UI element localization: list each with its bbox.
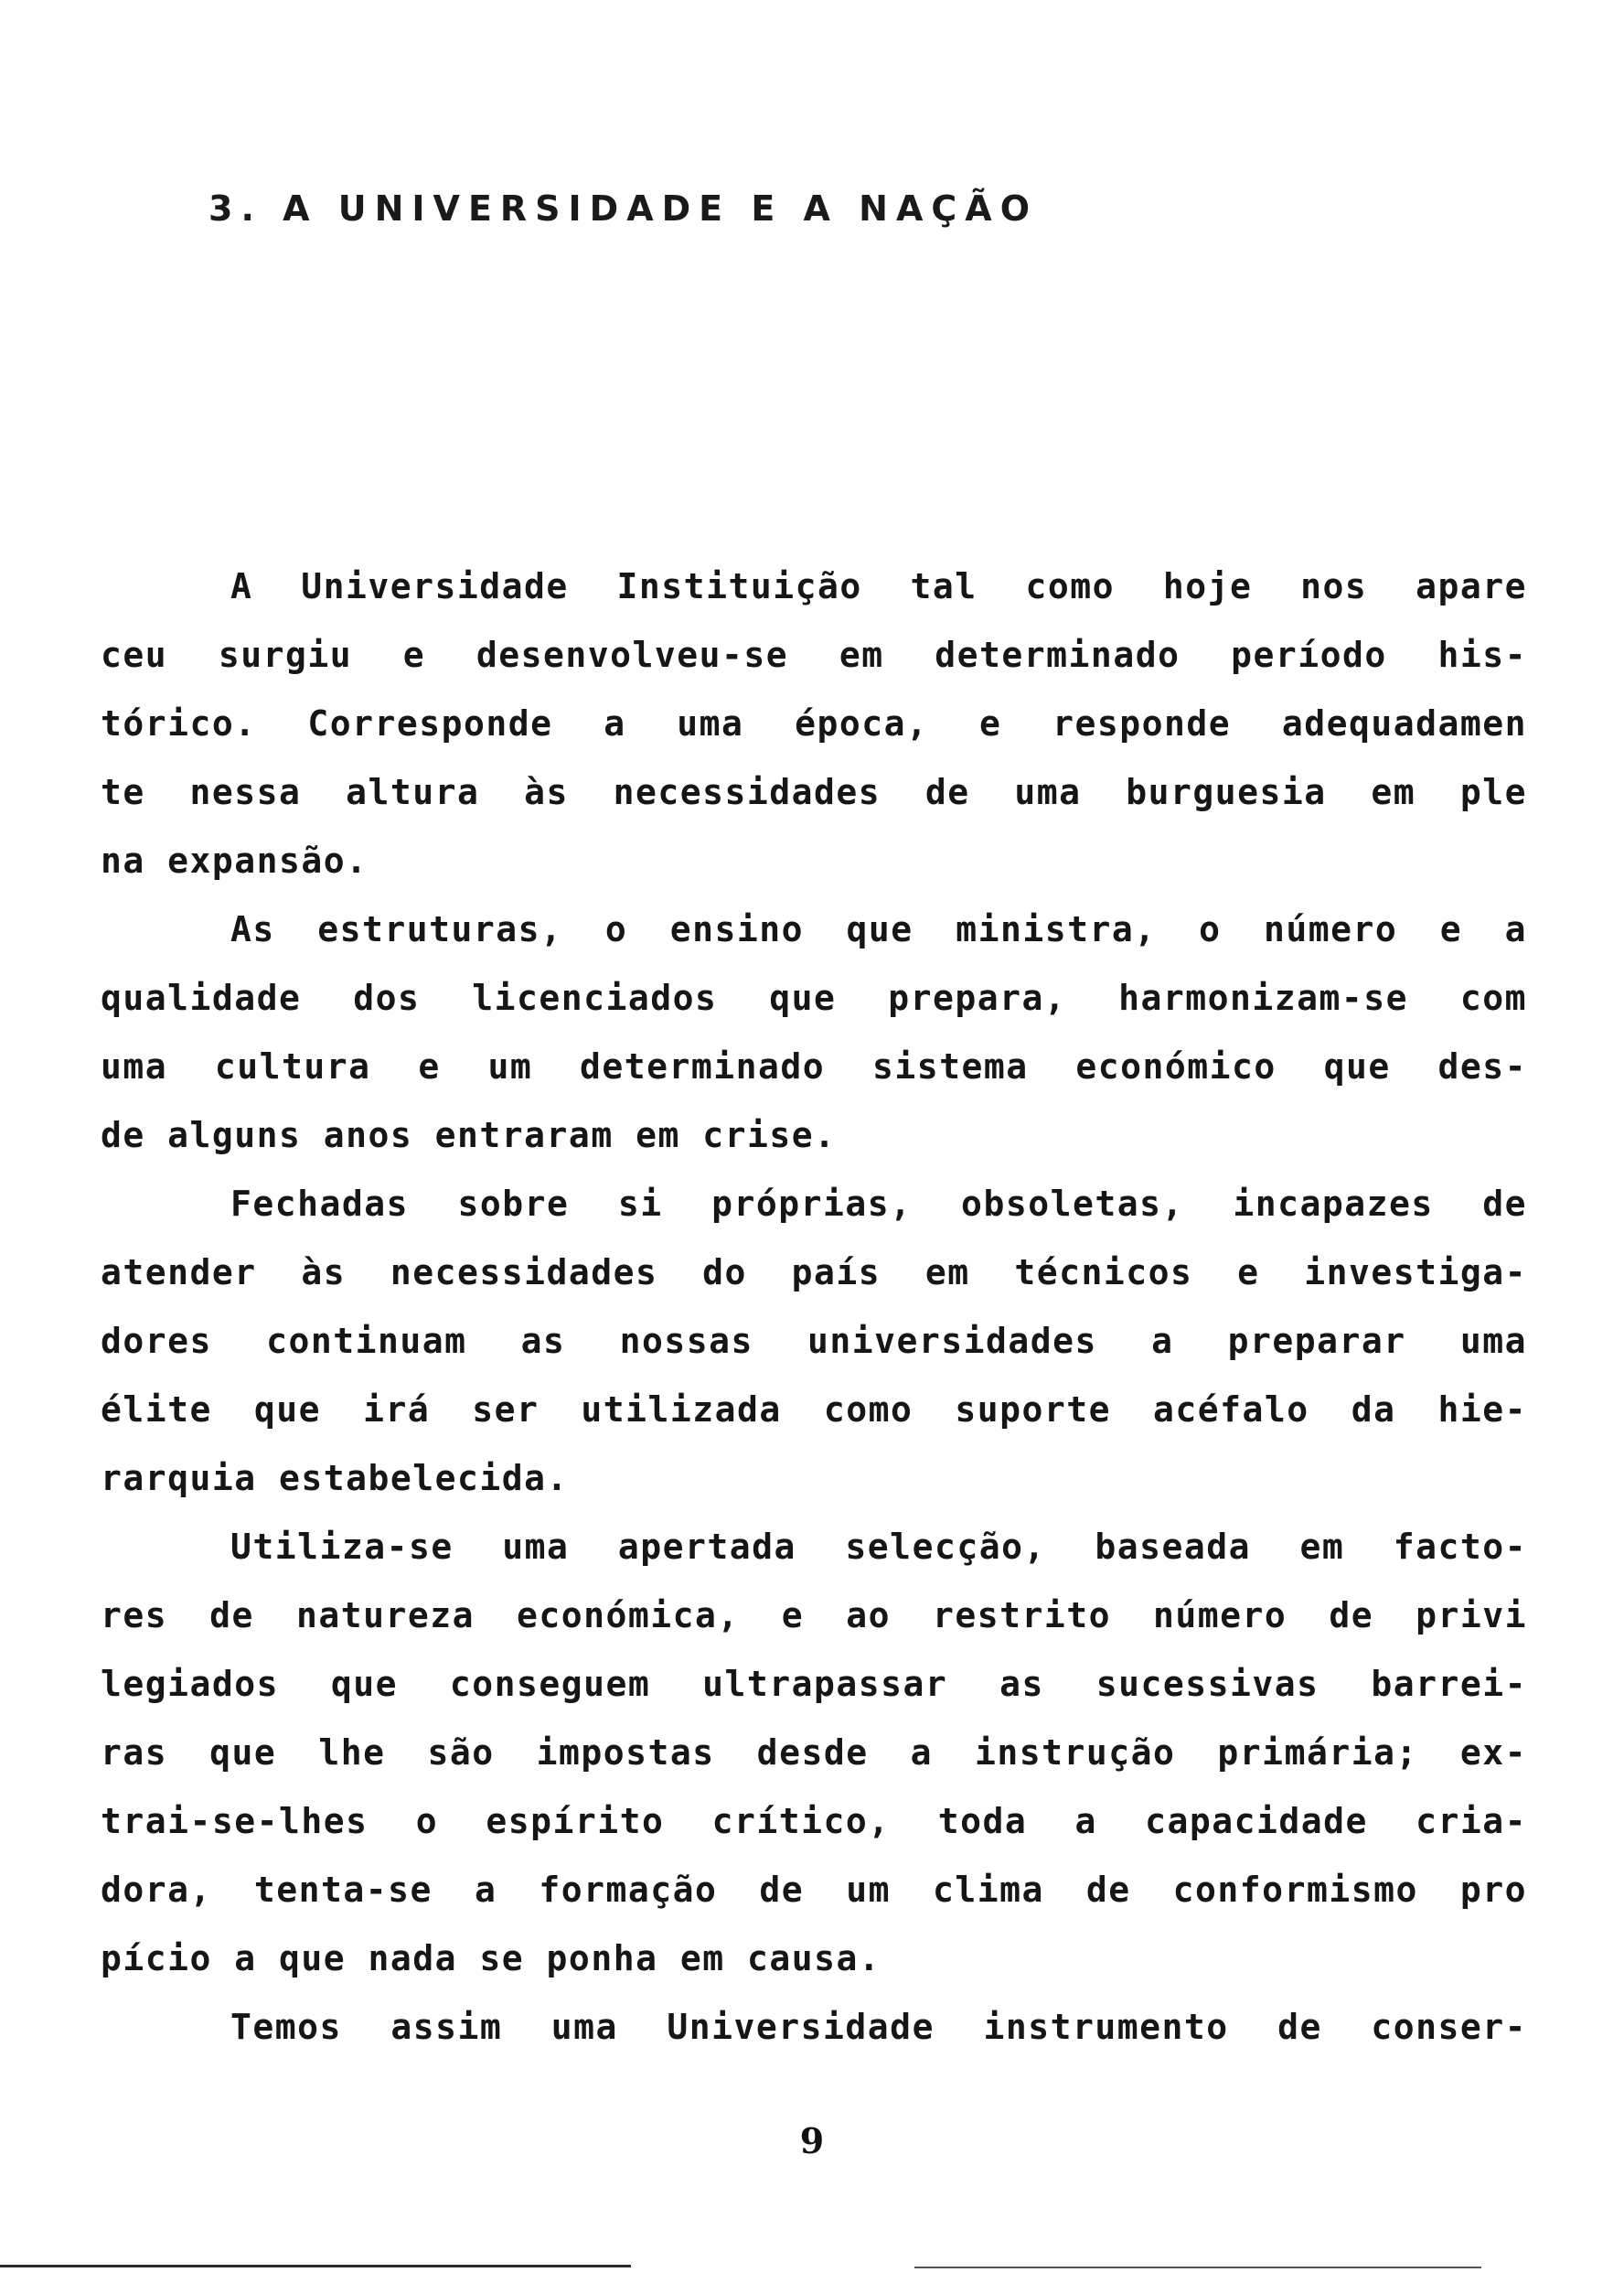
text-line: ras que lhe são impostas desde a instrução primária; ex-: [101, 1732, 1527, 1773]
text-line: trai-se-lhes o espírito crítico, toda a capacidade cria-: [101, 1801, 1527, 1841]
text-line: As estruturas, o ensino que ministra, o número e a: [230, 909, 1527, 949]
section-heading: 3. A UNIVERSIDADE E A NAÇÃO: [208, 188, 1038, 229]
text-line: Fechadas sobre si próprias, obsoletas, incapazes de: [230, 1184, 1527, 1224]
scan-edge-line: [914, 2267, 1481, 2268]
body-text: [101, 552, 1527, 2062]
text-line: atender às necessidades do país em técnicos e investiga-: [101, 1252, 1527, 1292]
text-line: ceu surgiu e desenvolveu-se em determinado período his-: [101, 635, 1527, 675]
text-line: de alguns anos entraram em crise.: [101, 1115, 837, 1155]
text-line: pício a que nada se ponha em causa.: [101, 1938, 881, 1978]
text-line: legiados que conseguem ultrapassar as sucessivas barrei-: [101, 1664, 1527, 1704]
text-line: qualidade dos licenciados que prepara, harmonizam-se com: [101, 978, 1527, 1018]
text-line: tórico. Corresponde a uma época, e responde adequadamen: [101, 703, 1527, 744]
text-line: te nessa altura às necessidades de uma burguesia em ple: [101, 772, 1527, 812]
text-line: na expansão.: [101, 841, 369, 881]
text-line: dora, tenta-se a formação de um clima de conformismo pro: [101, 1870, 1527, 1910]
text-line: Utiliza-se uma apertada selecção, baseada em facto-: [230, 1527, 1527, 1567]
text-line: Temos assim uma Universidade instrumento de conser-: [230, 2007, 1527, 2047]
text-line: A Universidade Instituição tal como hoje nos apare: [230, 566, 1527, 606]
text-line: res de natureza económica, e ao restrito número de privi: [101, 1595, 1527, 1635]
text-line: élite que irá ser utilizada como suporte acéfalo da hie-: [101, 1389, 1527, 1430]
scan-edge-line: [0, 2265, 631, 2267]
text-line: dores continuam as nossas universidades a preparar uma: [101, 1321, 1527, 1361]
page-number: 9: [799, 2120, 825, 2161]
text-line: uma cultura e um determinado sistema económico que des-: [101, 1046, 1527, 1087]
text-line: rarquia estabelecida.: [101, 1458, 569, 1498]
